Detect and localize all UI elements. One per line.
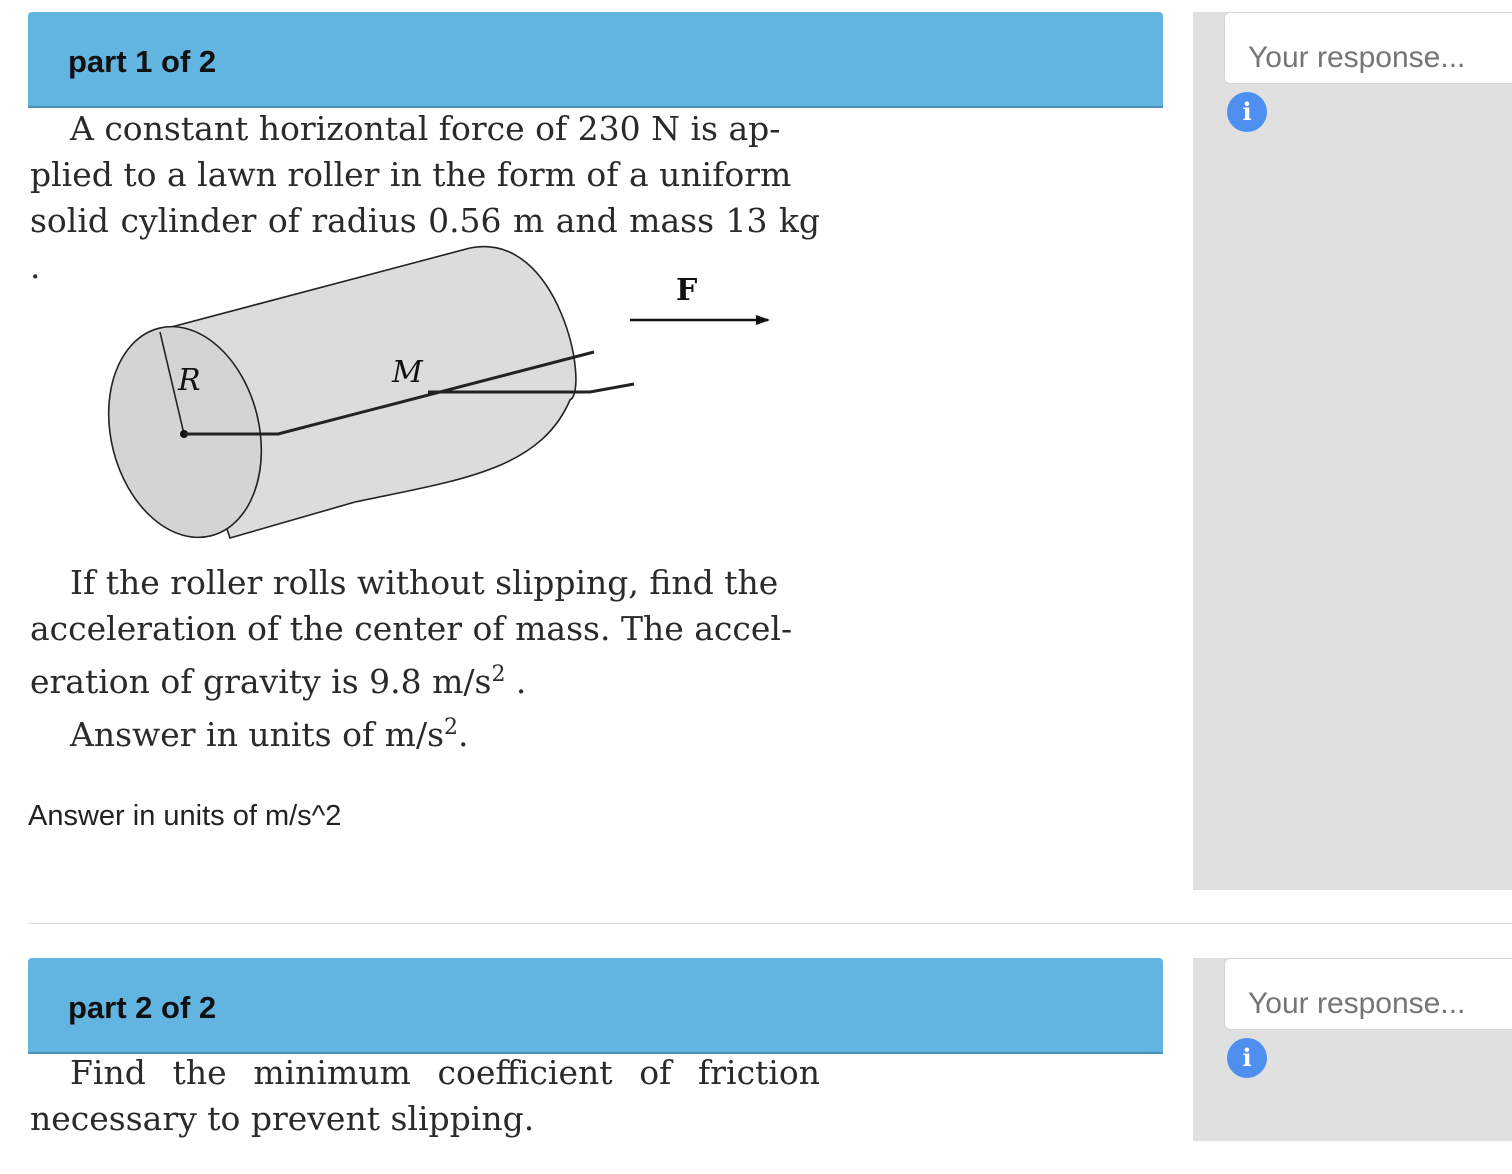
superscript-2: 2 (444, 715, 459, 740)
part-1-response-input[interactable] (1224, 12, 1512, 84)
radius-label: R (178, 363, 201, 398)
question-line: acceleration of the center of mass. The accel- (30, 609, 793, 648)
question-line: If the roller rolls without slipping, find the (70, 563, 779, 602)
mass-label: M (392, 355, 423, 390)
lawn-roller-figure (100, 240, 790, 550)
part-2-problem-text (30, 1050, 820, 1142)
part-2-response-input[interactable] (1224, 958, 1512, 1030)
part-divider (28, 923, 1512, 924)
problem-line: solid cylinder of radius 0.56 m and mass 13 kg . (30, 201, 820, 286)
question-line: Answer in units of $m/s^2$. (70, 715, 469, 754)
info-icon[interactable]: i (1227, 92, 1267, 132)
part-1-title: part 1 of 2 (68, 44, 217, 79)
force-label: F (676, 273, 698, 308)
part-2-header (28, 958, 1163, 1054)
problem-line: plied to a lawn roller in the form of a uniform (30, 155, 792, 194)
info-icon[interactable]: i (1227, 1038, 1267, 1078)
gravity-text: eration of gravity is 9.8 m/s (30, 662, 492, 701)
question-line: eration of gravity is 9.8 $m/s^2$ . (30, 662, 527, 701)
superscript-2: 2 (491, 662, 506, 687)
problem-line: Find the minimum coefficient of friction (70, 1053, 820, 1092)
part-1-side-panel (1193, 12, 1512, 890)
problem-line: A constant horizontal force of 230 N is ap- (70, 109, 781, 148)
part-1-answer-units: Answer in units of m/s^2 (28, 800, 342, 832)
part-1-header (28, 12, 1163, 108)
part-2-title: part 2 of 2 (68, 990, 217, 1025)
part-1-question-text (30, 560, 820, 758)
answer-units-text: Answer in units of m/s (70, 715, 445, 754)
problem-line: necessary to prevent slipping. (30, 1099, 535, 1138)
